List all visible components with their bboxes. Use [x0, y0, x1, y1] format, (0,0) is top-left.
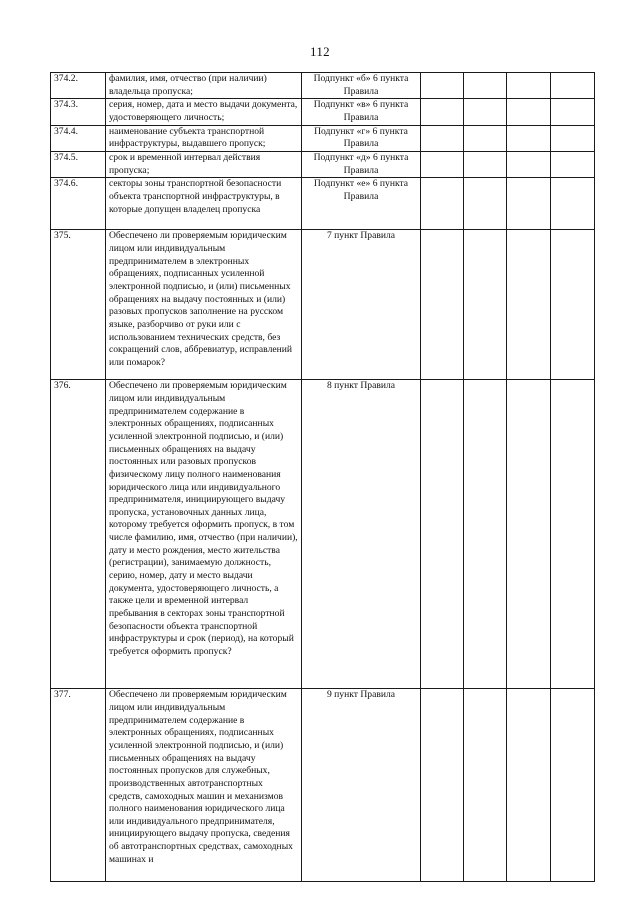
answer-cell-yes — [421, 230, 464, 380]
question-text: фамилия, имя, отчество (при наличии) владельца пропуска; — [106, 73, 302, 99]
legal-reference: 7 пункт Правила — [302, 230, 421, 380]
answer-cell-na — [507, 125, 551, 151]
legal-reference: Подпункт «г» 6 пункта Правила — [302, 125, 421, 151]
answer-cell-na — [507, 230, 551, 380]
question-text: Обеспечено ли проверяемым юридическим лицом или индивидуальным предпринимателем содержание в электронных обращениях, подписанных усиленной электронной подписью, и (или) письменных обращениях на выдачу постоянных или разовых пропусков физическому лицу полного наименования юридического лица или индивидуального предпринимателя, инициирующего выдачу пропуска, установочных данных лица, которому требуется оформить пропуск, в том числе фамилию, имя, отчество (при наличии), дату и место рождения, место жительства (регистрации), занимаемую должность, серию, номер, дату и место выдачи документа, удостоверяющего личность, а также цели и временной интервал пребывания в секторах зоны транспортной безопасности объекта транспортной инфраструктуры и срок (период), на который требуется оформить пропуск? — [106, 380, 302, 689]
answer-cell-na — [507, 73, 551, 99]
row-number: 374.4. — [51, 125, 106, 151]
row-number: 374.2. — [51, 73, 106, 99]
row-number: 374.3. — [51, 99, 106, 125]
comment-cell — [551, 178, 595, 230]
answer-cell-no — [464, 99, 507, 125]
legal-reference: 9 пункт Правила — [302, 689, 421, 882]
table-row — [51, 178, 595, 230]
table-row — [51, 230, 595, 380]
answer-cell-na — [507, 151, 551, 177]
legal-reference: Подпункт «е» 6 пункта Правила — [302, 178, 421, 230]
table-row — [51, 99, 595, 125]
question-text: наименование субъекта транспортной инфраструктуры, выдавшего пропуск; — [106, 125, 302, 151]
answer-cell-na — [507, 178, 551, 230]
answer-cell-no — [464, 689, 507, 882]
answer-cell-yes — [421, 689, 464, 882]
comment-cell — [551, 380, 595, 689]
question-text: серия, номер, дата и место выдачи документа, удостоверяющего личность; — [106, 99, 302, 125]
answer-cell-na — [507, 380, 551, 689]
answer-cell-yes — [421, 178, 464, 230]
answer-cell-no — [464, 73, 507, 99]
legal-reference: Подпункт «д» 6 пункта Правила — [302, 151, 421, 177]
comment-cell — [551, 151, 595, 177]
question-text: Обеспечено ли проверяемым юридическим лицом или индивидуальным предпринимателем в электронных обращениях, подписанных усиленной электронной подписью, и (или) письменных обращениях на выдачу постоянных и (или) разовых пропусков заполнение на русском языке, разборчиво от руки или с использованием технических средств, без сокращений слов, аббревиатур, исправлений или помарок? — [106, 230, 302, 380]
answer-cell-no — [464, 151, 507, 177]
legal-reference: Подпункт «в» 6 пункта Правила — [302, 99, 421, 125]
question-text: срок и временной интервал действия пропуска; — [106, 151, 302, 177]
table-row — [51, 380, 595, 689]
answer-cell-no — [464, 125, 507, 151]
answer-cell-no — [464, 380, 507, 689]
answer-cell-yes — [421, 151, 464, 177]
answer-cell-yes — [421, 125, 464, 151]
comment-cell — [551, 689, 595, 882]
row-number: 376. — [51, 380, 106, 689]
question-text: секторы зоны транспортной безопасности объекта транспортной инфраструктуры, в которые допущен владелец пропуска — [106, 178, 302, 230]
row-number: 374.5. — [51, 151, 106, 177]
comment-cell — [551, 99, 595, 125]
legal-reference: Подпункт «б» 6 пункта Правила — [302, 73, 421, 99]
row-number: 377. — [51, 689, 106, 882]
question-text: Обеспечено ли проверяемым юридическим лицом или индивидуальным предпринимателем содержание в электронных обращениях, подписанных усиленной электронной подписью, и (или) письменных обращениях на выдачу постоянных пропусков для служебных, производственных автотранспортных средств, самоходных машин и механизмов полного наименования юридического лица или индивидуального предпринимателя, инициирующего выдачу пропуска, сведения об автотранспортных средствах, самоходных машинах и — [106, 689, 302, 882]
page-number: 112 — [310, 44, 330, 59]
comment-cell — [551, 230, 595, 380]
comment-cell — [551, 125, 595, 151]
answer-cell-na — [507, 689, 551, 882]
answer-cell-no — [464, 230, 507, 380]
answer-cell-no — [464, 178, 507, 230]
table-row — [51, 73, 595, 99]
answer-cell-yes — [421, 73, 464, 99]
answer-cell-yes — [421, 380, 464, 689]
row-number: 375. — [51, 230, 106, 380]
table-row — [51, 151, 595, 177]
table-row — [51, 689, 595, 882]
answer-cell-na — [507, 99, 551, 125]
answer-cell-yes — [421, 99, 464, 125]
checklist-table — [50, 72, 595, 882]
table-row — [51, 125, 595, 151]
row-number: 374.6. — [51, 178, 106, 230]
comment-cell — [551, 73, 595, 99]
legal-reference: 8 пункт Правила — [302, 380, 421, 689]
